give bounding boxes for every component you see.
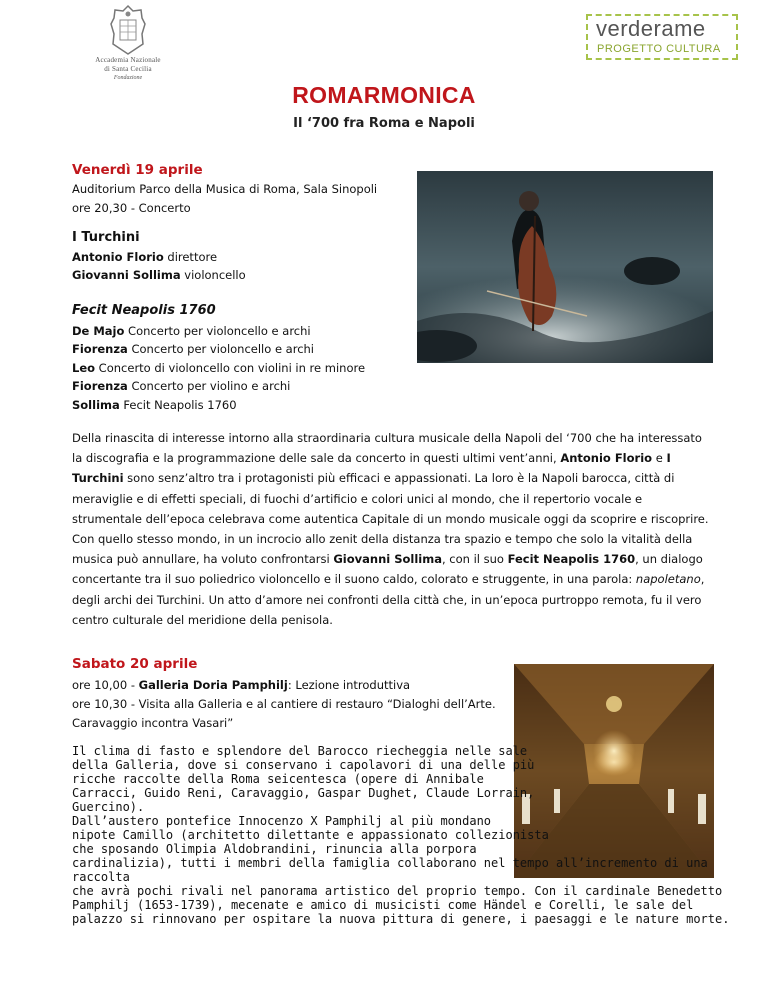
- event2-description: Il clima di fasto e splendore del Barocco riecheggia nelle sale della Galleria, dove si conservano i capolavori di una delle più ricche raccolte della Roma seicentesca (opere di Annibale Carracci, Guido Reni, Caravaggio, Gaspar Dughet, Claude Lorrain, Guercino). Dall’austero pontefice Innocenzo X Pamphilj al più mondano nipote Camillo (architetto dilettante e appassionato collezionista che sposando Olimpia Aldobrandini, rinuncia alla porpora cardinalizia), tutti i membri della famiglia collaborano nel tempo all’incremento di una raccolta che avrà pochi rivali nel panorama artistico del proprio tempo. Con il cardinale Benedetto Pamphilj (1653-1739), mecenate e amico di musicisti come Händel e Corelli, le sale del palazzo si rinnovano per ospitare la nuova pittura di genere, i paesaggi e le nature morte.: [72, 744, 730, 926]
- program-item: Fiorenza Concerto per violoncello e archi: [72, 342, 315, 356]
- program-item: Fiorenza Concerto per violino e archi: [72, 379, 291, 393]
- event2-line1: ore 10,00 - Galleria Doria Pamphilj: Lezione introduttiva: [72, 678, 411, 692]
- program-item: Leo Concerto di violoncello con violini in re minore: [72, 361, 366, 375]
- performer-role: violoncello: [180, 268, 246, 282]
- event1-day: Venerdì 19 aprile: [72, 162, 203, 178]
- cellist-photo: [417, 171, 713, 363]
- event2-day: Sabato 20 aprile: [72, 656, 198, 672]
- program-item: De Majo Concerto per violoncello e archi: [72, 324, 311, 338]
- verderame-logo: [586, 14, 738, 60]
- page-subtitle: Il ‘700 fra Roma e Napoli: [293, 116, 475, 131]
- performer-row: [72, 250, 217, 264]
- logo-line-3: Fondazione: [113, 75, 143, 81]
- event1-time: ore 20,30 - Concerto: [72, 201, 191, 215]
- event1-description: Della rinascita di interesse intorno alla straordinaria cultura musicale della Napoli del ‘700 che ha interessato la discografia e la programmazione delle sale da concerto in questi ultimi vent’anni, Antonio Florio e I Turchini sono senz’altro tra i protagonisti più efficaci e appassionati. La loro è la Napoli barocca, città di meraviglie e di effetti speciali, di fuochi d’artificio e colori unici al mondo, che il repertorio vocale e strumentale dell’epoca celebrava come autentica Capitale di un mondo musicale oggi da scoprire e riscoprire. Con quello stesso mondo, in un incrocio allo zenit della distanza tra spazio e tempo che solo la vitalità della musica può annullare, ha voluto confrontarsi Giovanni Sollima, con il suo Fecit Neapolis 1760, un dialogo concertante tra il suo poliedrico violoncello e il suono caldo, colorato e struggente, in una parola: napoletano, degli archi dei Turchini. Un atto d’amore nei confronti della città che, in un’epoca purtroppo remota, fu il vero centro culturale del meridione della penisola.: [72, 431, 709, 627]
- performer-name: Giovanni Sollima: [72, 268, 181, 282]
- event2-line3: Caravaggio incontra Vasari”: [72, 716, 234, 730]
- logo-line-2: di Santa Cecilia: [104, 65, 152, 73]
- performer-name: Antonio Florio: [72, 250, 164, 264]
- event1-venue: Auditorium Parco della Musica di Roma, Sala Sinopoli: [72, 182, 378, 196]
- performer-role: direttore: [163, 250, 218, 264]
- accademia-logo: [80, 4, 176, 90]
- event2-line2: ore 10,30 - Visita alla Galleria e al cantiere di restauro “Dialoghi dell’Arte.: [72, 697, 496, 711]
- program-title: Fecit Neapolis 1760: [72, 303, 216, 318]
- program-item: Sollima Fecit Neapolis 1760: [72, 398, 237, 412]
- performer-row: [72, 268, 246, 282]
- logo-line-1: Accademia Nazionale: [95, 56, 161, 64]
- page-title: ROMARMONICA: [292, 82, 476, 108]
- logo-tagline: PROGETTO CULTURA: [597, 43, 721, 55]
- logo-word: verderame: [596, 16, 706, 41]
- event1-ensemble: I Turchini: [72, 230, 140, 245]
- crest-icon: [109, 4, 147, 56]
